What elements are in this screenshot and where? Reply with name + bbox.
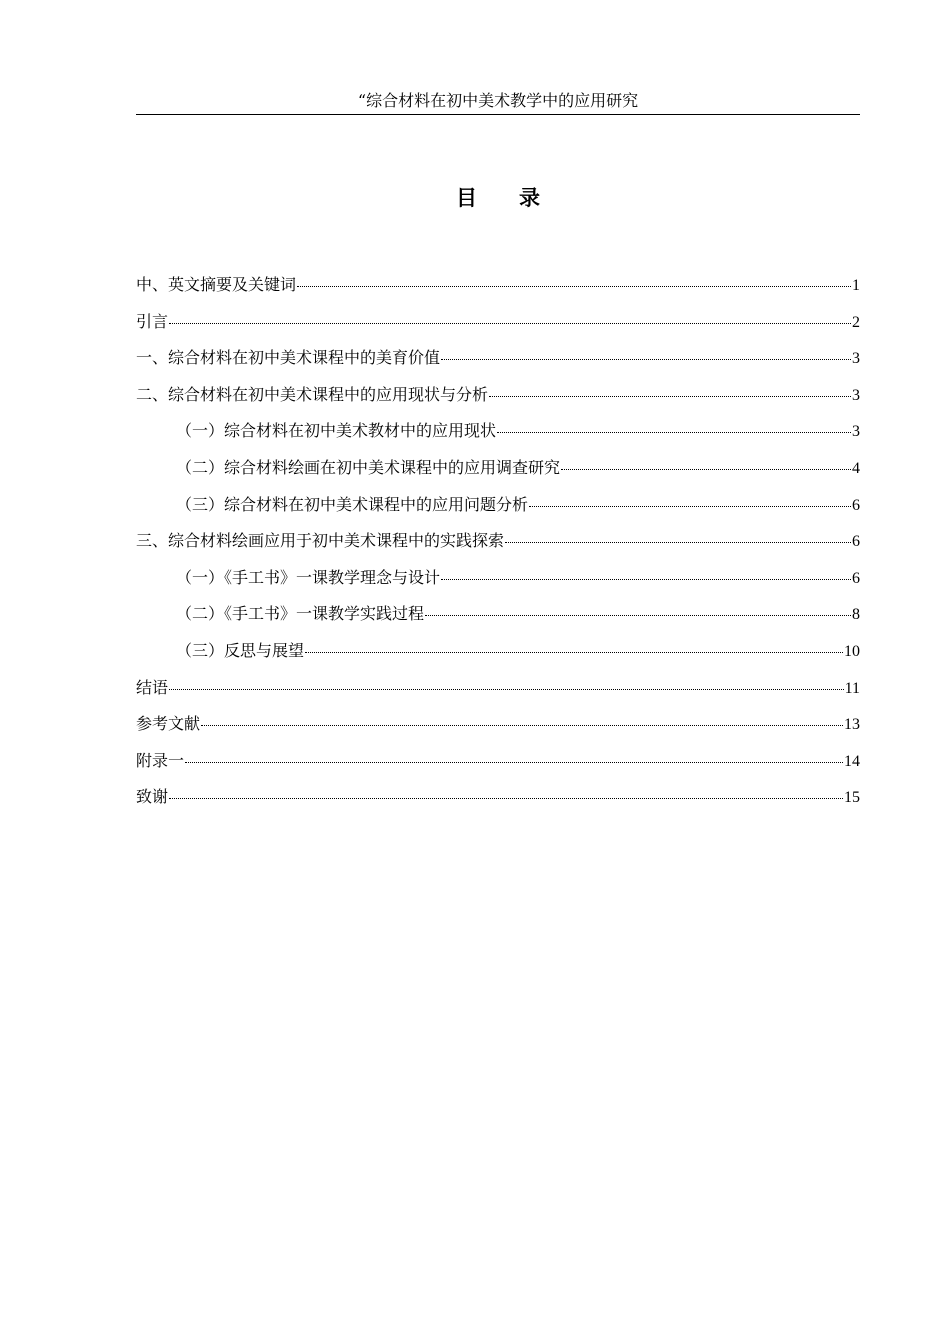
toc-page-number: 3 <box>852 350 860 368</box>
toc-dot-leader <box>505 542 851 543</box>
toc-dot-leader <box>441 579 851 580</box>
toc-page-number: 11 <box>844 679 860 697</box>
toc-dot-leader <box>169 323 851 324</box>
toc-entry-label: 致谢 <box>136 787 169 807</box>
toc-dot-leader <box>305 652 843 653</box>
toc-page-number: 8 <box>852 606 860 624</box>
toc-page-number: 13 <box>844 716 860 734</box>
toc-page-number: 2 <box>852 313 860 331</box>
toc-entry[interactable] <box>136 784 860 821</box>
toc-page-number: 1 <box>852 277 860 294</box>
toc-entry-label: （三）反思与展望 <box>176 640 305 660</box>
toc-dot-leader <box>297 286 851 287</box>
toc-page-number: 10 <box>844 642 860 660</box>
toc-entry-label: 参考文献 <box>136 714 201 734</box>
toc-dot-leader <box>489 396 851 397</box>
toc-entry[interactable] <box>136 309 860 346</box>
toc-entry[interactable] <box>136 748 860 785</box>
toc-entry-label: （一）综合材料在初中美术教材中的应用现状 <box>176 421 497 441</box>
toc-dot-leader <box>561 469 851 470</box>
toc-subentry[interactable] <box>136 455 860 492</box>
toc-entry[interactable] <box>136 711 860 748</box>
toc-entry-label: 三、综合材料绘画应用于初中美术课程中的实践探索 <box>136 531 505 551</box>
toc-entry-label: 二、综合材料在初中美术课程中的应用现状与分析 <box>136 384 489 404</box>
toc-page-number: 15 <box>844 789 860 807</box>
running-header-title: “综合材料在初中美术教学中的应用研究 <box>357 91 639 110</box>
toc-page-number: 3 <box>852 386 860 404</box>
toc-subentry[interactable] <box>136 565 860 602</box>
toc-entry-label: （三）综合材料在初中美术课程中的应用问题分析 <box>176 494 529 514</box>
toc-entry-label: 中、英文摘要及关键词 <box>136 275 297 294</box>
toc-dot-leader <box>425 615 851 616</box>
toc-dot-leader <box>441 359 851 360</box>
toc-entry-label: 引言 <box>136 311 169 331</box>
toc-page-number: 6 <box>852 496 860 514</box>
toc-entry-label: 一、综合材料在初中美术课程中的美育价值 <box>136 348 441 368</box>
toc-entry[interactable] <box>136 272 860 309</box>
toc-dot-leader <box>529 506 851 507</box>
toc-page-number: 3 <box>852 423 860 441</box>
toc-entry-label: （二）综合材料绘画在初中美术课程中的应用调查研究 <box>176 457 561 477</box>
toc-entry[interactable] <box>136 528 860 565</box>
toc-entry[interactable] <box>136 345 860 382</box>
running-header <box>136 88 860 115</box>
toc-dot-leader <box>169 798 843 799</box>
toc-subentry[interactable] <box>136 492 860 529</box>
table-of-contents <box>136 272 860 821</box>
toc-entry-label: 结语 <box>136 677 169 697</box>
toc-page-number: 6 <box>852 533 860 551</box>
toc-title: 目 录 <box>456 185 540 210</box>
toc-dot-leader <box>497 432 851 433</box>
toc-subentry[interactable] <box>136 418 860 455</box>
toc-entry[interactable] <box>136 675 860 712</box>
toc-entry[interactable] <box>136 382 860 419</box>
toc-dot-leader <box>185 762 843 763</box>
toc-dot-leader <box>169 689 844 690</box>
toc-page-number: 6 <box>852 569 860 587</box>
toc-subentry[interactable] <box>136 601 860 638</box>
toc-subentry[interactable] <box>136 638 860 675</box>
toc-page-number: 4 <box>852 459 860 477</box>
toc-entry-label: （二）《手工书》一课教学实践过程 <box>176 604 425 624</box>
toc-entry-label: （一）《手工书》一课教学理念与设计 <box>176 567 441 587</box>
toc-dot-leader <box>201 725 843 726</box>
toc-page-number: 14 <box>844 752 860 770</box>
toc-entry-label: 附录一 <box>136 750 185 770</box>
